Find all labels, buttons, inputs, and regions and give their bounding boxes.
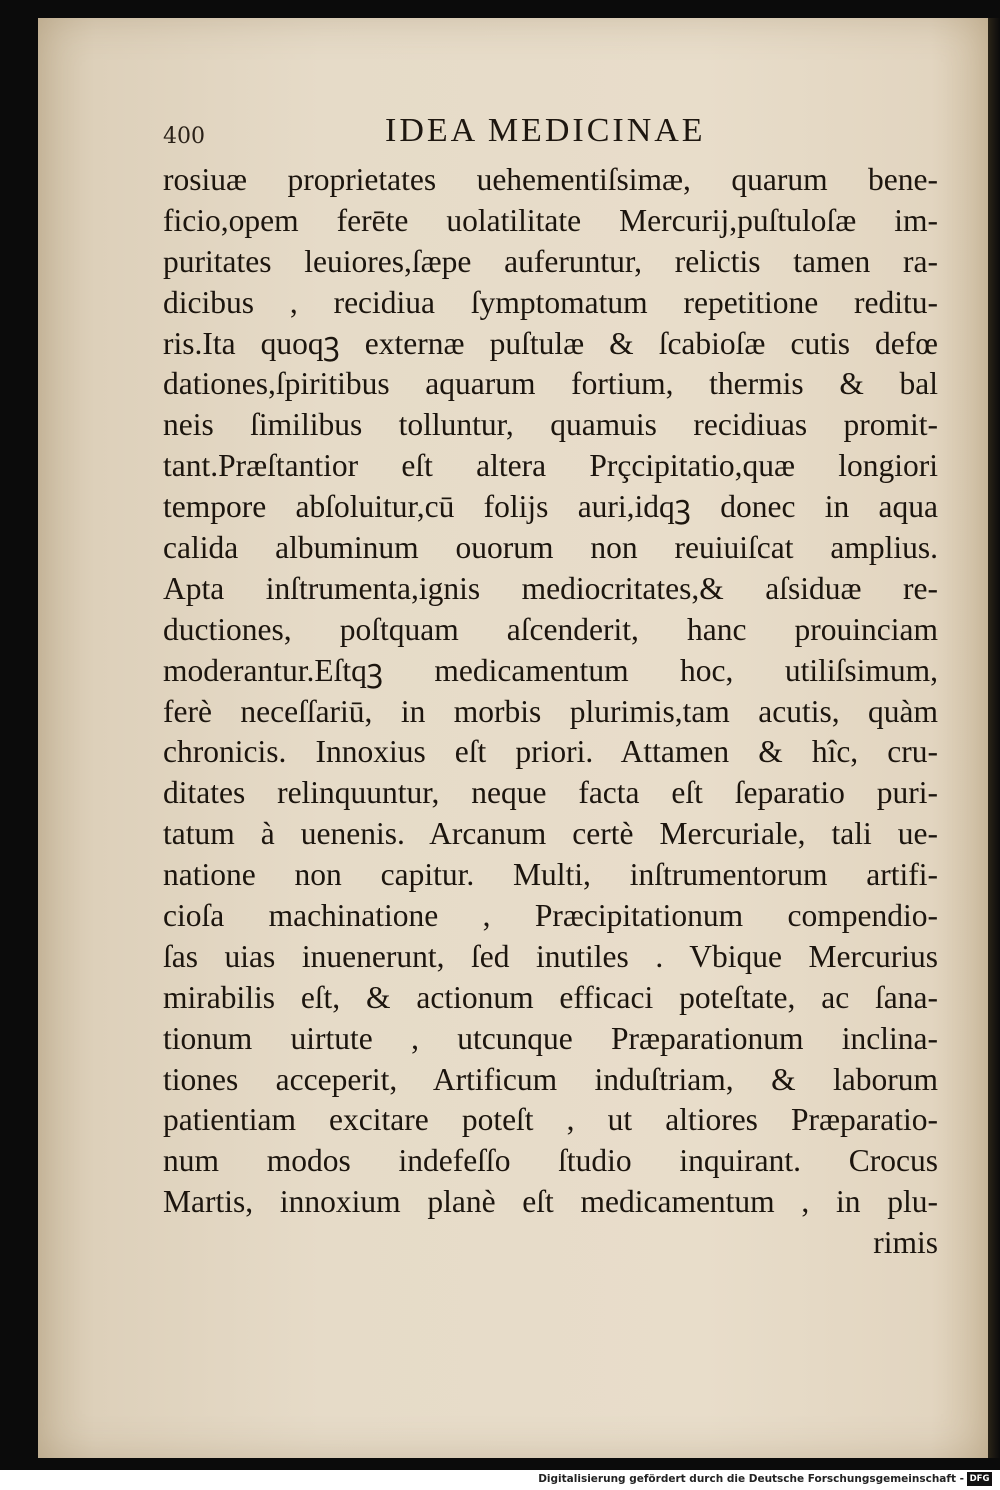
running-head xyxy=(163,112,938,152)
funding-notice: Digitalisierung gefördert durch die Deutsche Forschungsgemeinschaft - xyxy=(538,1473,964,1485)
text-line: tatum à uenenis. Arcanum certè Mercuriale, tali ue- xyxy=(163,816,938,852)
text-line: ductiones, poſtquam aſcenderit, hanc prouinciam xyxy=(163,611,938,647)
text-line: tant.Præſtantior eſt altera Prçcipitatio,quæ longiori xyxy=(163,448,938,484)
body-text xyxy=(163,160,938,1264)
catchword: rimis xyxy=(873,1225,938,1261)
dfg-logo: DFG xyxy=(967,1472,992,1486)
text-line: tionum uirtute , utcunque Præparationum inclina- xyxy=(163,1020,938,1056)
page-edge-shadow xyxy=(988,18,1000,1458)
text-line: cioſa machinatione , Præcipitationum compendio- xyxy=(163,898,938,934)
text-line: tempore abſoluitur,cū folijs auri,idqꝫ donec in aqua xyxy=(163,489,938,525)
text-line: calida albuminum ouorum non reuiuiſcat amplius. xyxy=(163,530,938,566)
text-line: ficio,opem ferēte uolatilitate Mercurij,puſtuloſæ im- xyxy=(163,202,938,238)
text-line: ferè neceſſariū, in morbis plurimis,tam acutis, quàm xyxy=(163,693,938,729)
text-line: ditates relinquuntur, neque facta eſt ſeparatio puri- xyxy=(163,775,938,811)
running-head-title: IDEA MEDICINAE xyxy=(385,112,706,149)
text-line: dicibus , recidiua ſymptomatum repetitione reditu- xyxy=(163,284,938,320)
footer-bar xyxy=(0,1470,1000,1490)
text-line: moderantur.Eſtqꝫ medicamentum hoc, utiliſsimum, xyxy=(163,652,938,688)
text-line: ſas uias inuenerunt, ſed inutiles . Vbique Mercurius xyxy=(163,938,938,974)
text-line: natione non capitur. Multi, inſtrumentorum artifi- xyxy=(163,857,938,893)
text-line: neis ſimilibus tolluntur, quamuis recidiuas promit- xyxy=(163,407,938,443)
text-line: num modos indefeſſo ſtudio inquirant. Crocus xyxy=(163,1143,938,1179)
text-line: rosiuæ proprietates uehementiſsimæ, quarum bene- xyxy=(163,162,938,197)
text-line: Apta inſtrumenta,ignis mediocritates,& aſsiduæ re- xyxy=(163,570,938,606)
text-line: dationes,ſpiritibus aquarum fortium, thermis & bal xyxy=(163,366,938,402)
text-line: Martis, innoxium planè eſt medicamentum , in plu- xyxy=(163,1184,938,1220)
text-line: patientiam excitare poteſt , ut altiores Præparatio- xyxy=(163,1102,938,1138)
text-line: mirabilis eſt, & actionum efficaci poteſtate, ac ſana- xyxy=(163,979,938,1015)
page-number: 400 xyxy=(163,124,205,149)
text-line: tiones acceperit, Artificum induſtriam, & laborum xyxy=(163,1061,938,1097)
text-line: ris.Ita quoqꝫ externæ puſtulæ & ſcabioſæ cutis defœ xyxy=(163,325,938,361)
text-line: chronicis. Innoxius eſt priori. Attamen & hîc, cru- xyxy=(163,734,938,770)
text-line: puritates leuiores,ſæpe auferuntur, relictis tamen ra- xyxy=(163,243,938,279)
